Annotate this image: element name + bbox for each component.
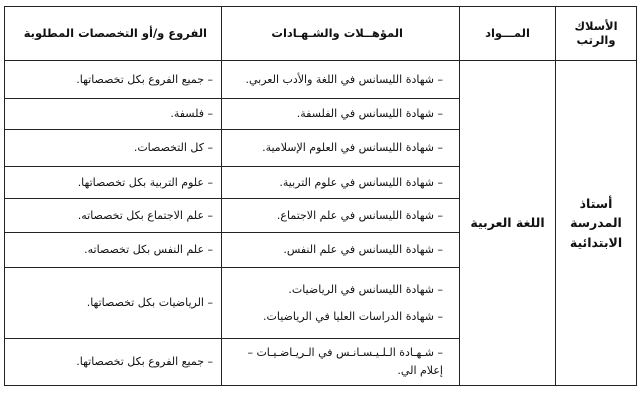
header-grades: الأسلاك والرتب [556, 7, 637, 61]
header-qualifications: المؤهــلات والشـهـادات [222, 7, 460, 61]
table-row [5, 61, 637, 99]
qualification-item: – شهادة الليسانس في الرياضيات. [288, 282, 443, 296]
subject-cell [460, 61, 556, 386]
qualification-item: – شهادة الليسانس في علوم التربية. [279, 175, 443, 189]
table-header-row [5, 7, 637, 61]
qualification-cell [222, 233, 460, 268]
qualification-item: – شهادة الليسانس في اللغة والأدب العربي. [245, 72, 443, 86]
qualification-item: – شهادة الليسانس في الفلسفة. [296, 107, 443, 121]
branch-cell: – علم الاجتماع بكل تخصصاته. [5, 199, 222, 233]
qualification-item: – شهادة الليسانس في العلوم الإسلامية. [262, 141, 443, 155]
qualification-cell [222, 339, 460, 386]
qualification-cell [222, 130, 460, 167]
header-subjects: المـــواد [460, 7, 556, 61]
qualification-cell [222, 268, 460, 339]
branch-cell: – جميع الفروع بكل تخصصاتها. [5, 61, 222, 99]
branch-cell: – كل التخصصات. [5, 130, 222, 167]
qualification-item: – شهادة الدراسات العليا في الرياضيات. [263, 310, 443, 323]
grade-label: أستاذ المدرسة الابتدائية [569, 195, 623, 250]
branch-cell: – علم النفس بكل تخصصاته. [5, 233, 222, 268]
qualification-item: – شـهـادة الـلـيـسـانـس في الـريـاضـيـات – إعلام الي. [247, 346, 443, 377]
branch-cell: – علوم التربية بكل تخصصاتها. [5, 167, 222, 199]
qualification-cell [222, 167, 460, 199]
subject-label: اللغة العربية [470, 215, 545, 231]
branch-cell: – الرياضيات بكل تخصصاتها. [5, 268, 222, 339]
qualification-cell [222, 99, 460, 130]
qualification-item: – شهادة الليسانس في علم النفس. [283, 243, 443, 257]
qualification-cell [222, 61, 460, 99]
header-branches: الفروع و/أو التخصصات المطلوبة [5, 7, 222, 61]
branch-cell: – جميع الفروع بكل تخصصاتها. [5, 339, 222, 386]
qualification-item: – شهادة الليسانس في علم الاجتماع. [276, 208, 443, 222]
qualification-cell [222, 199, 460, 233]
qualifications-table [4, 6, 637, 386]
grade-cell [556, 61, 637, 386]
branch-cell: – فلسفة. [5, 99, 222, 130]
